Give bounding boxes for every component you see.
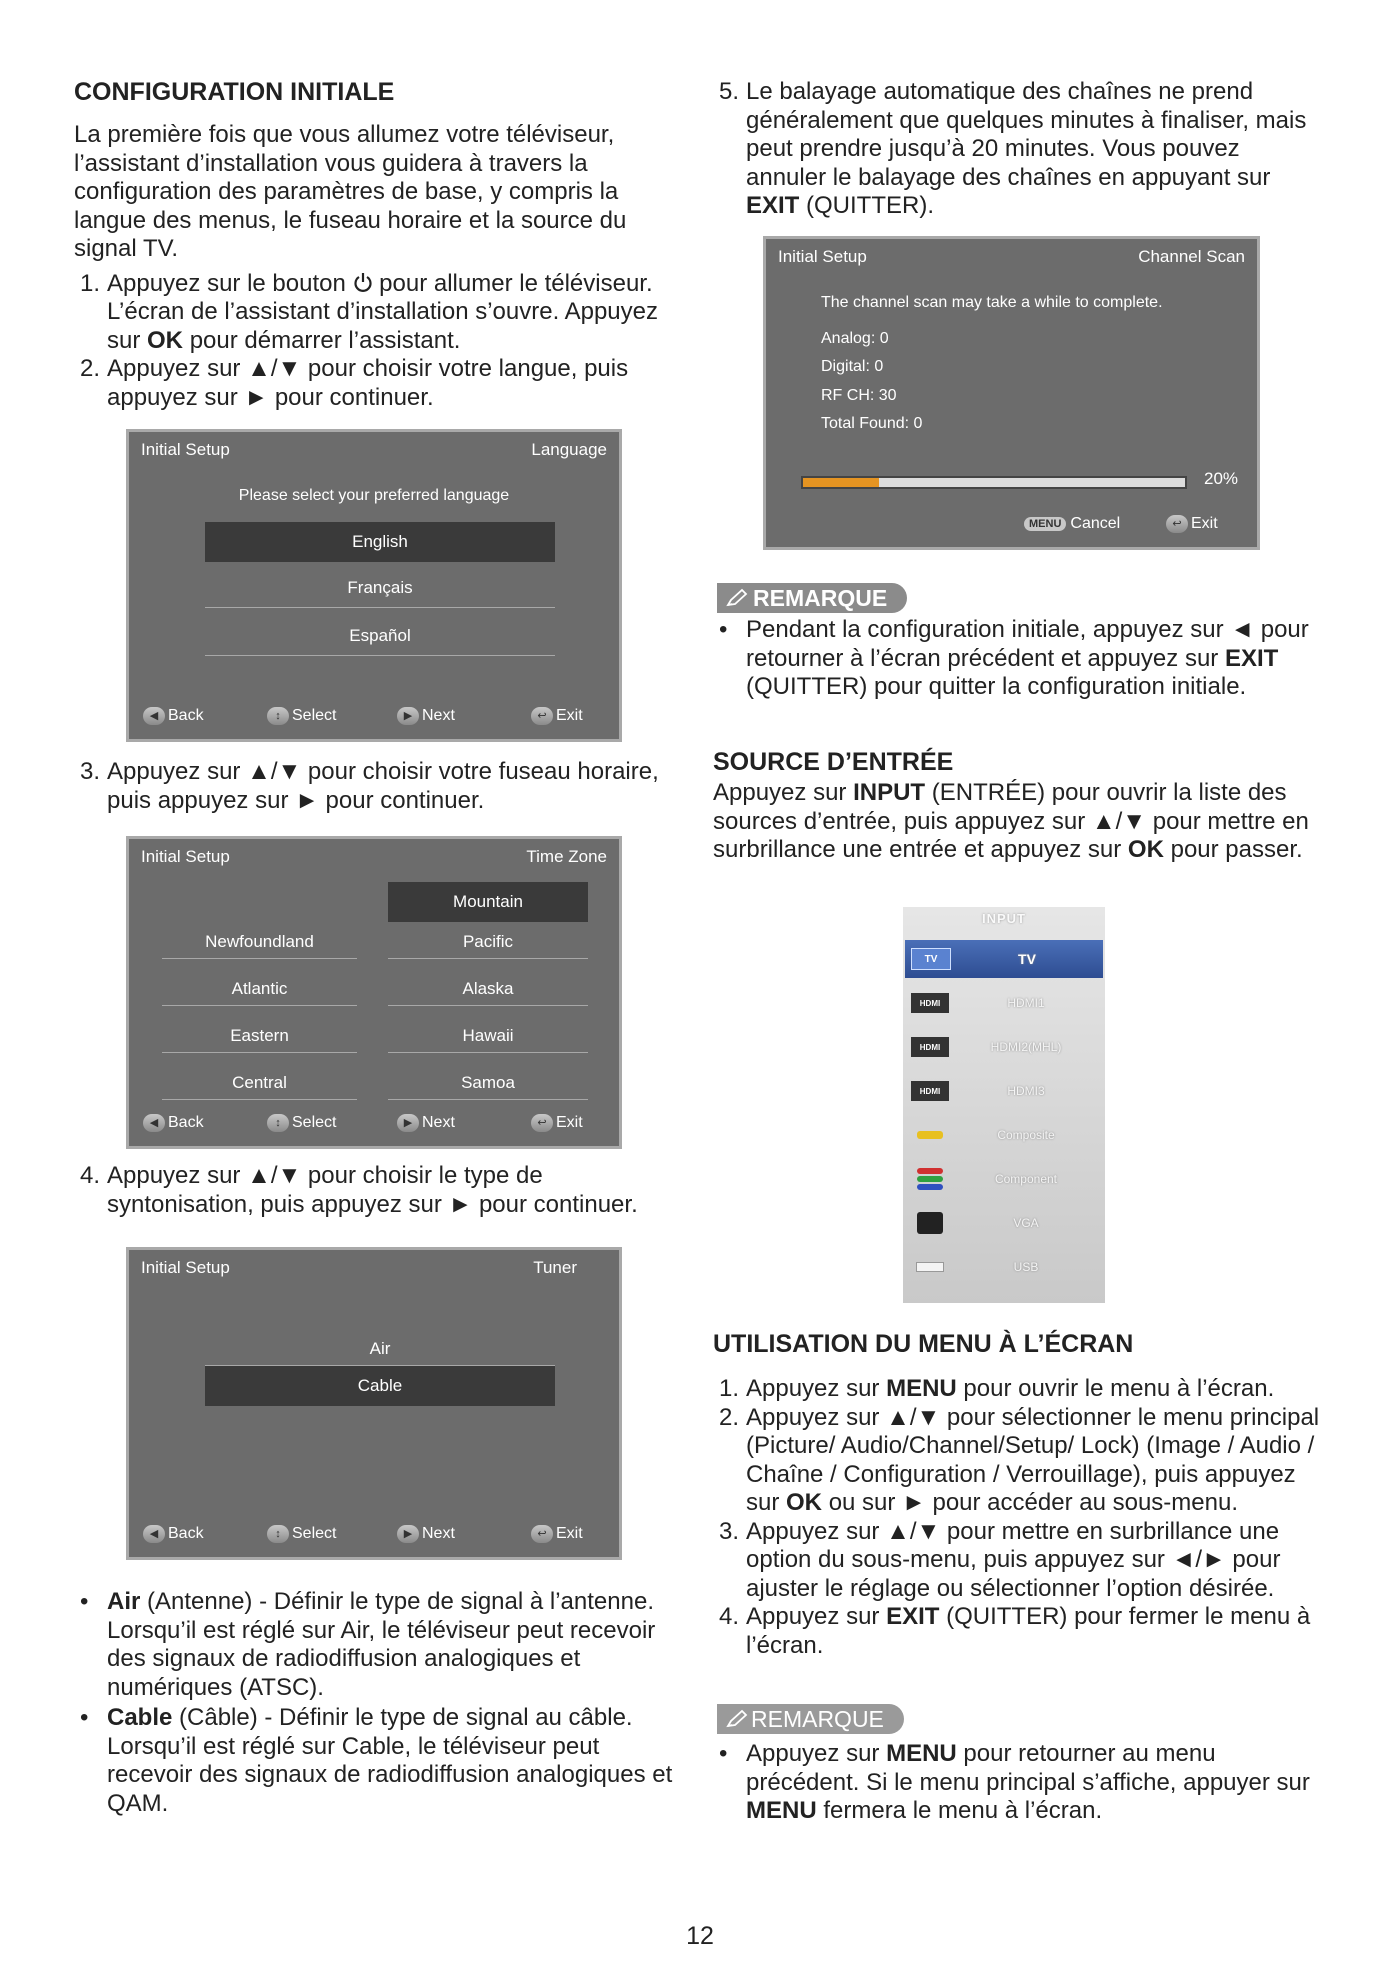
input-source-menu	[903, 907, 1105, 1303]
updown-icon: ↕	[267, 1114, 289, 1132]
input-item-composite[interactable]: Composite	[905, 1116, 1103, 1154]
back-button[interactable]: ◀ Back	[143, 707, 204, 725]
input-item-hdmi3[interactable]: HDMI HDMI3	[905, 1072, 1103, 1110]
screen-header-left: Initial Setup	[141, 440, 230, 459]
step-1: 1. Appuyez sur le bouton pour allumer le téléviseur. L’écran de l’assistant d’installation s’ouvre. Appuyez sur OK pour démarrer l’assistant.	[80, 269, 658, 354]
input-item-tv[interactable]: TV TV	[905, 940, 1103, 978]
exit-button[interactable]: ↩ Exit	[1166, 515, 1218, 533]
hdmi-icon: HDMI	[911, 1081, 949, 1101]
screen-footer	[129, 707, 619, 731]
menu-key-icon: MENU	[1024, 517, 1066, 531]
screen-header-right: Tuner	[533, 1258, 577, 1277]
osd-menu-section	[713, 1330, 1333, 1660]
select-button[interactable]: ↕ Select	[267, 1525, 336, 1543]
exit-button[interactable]: ↩ Exit	[531, 1525, 583, 1543]
screen-header-left: Initial Setup	[778, 247, 867, 266]
scan-footer	[766, 515, 1257, 539]
next-button[interactable]: ▶ Next	[397, 1114, 455, 1132]
bullet-air: • Air (Antenne) - Définir le type de signal à l’antenne. Lorsqu’il est réglé sur Air, le téléviseur peut recevoir des signaux de radiodiffusion analogiques et numériques (ATSC).	[74, 1588, 674, 1702]
input-item-vga[interactable]: VGA	[905, 1204, 1103, 1242]
scan-progress-bar	[801, 476, 1187, 489]
page-number: 12	[686, 1922, 714, 1950]
menu-step-4: 4. Appuyez sur EXIT (QUITTER) pour fermer le menu à l’écran.	[719, 1603, 1311, 1659]
back-button[interactable]: ◀ Back	[143, 1525, 204, 1543]
note-2-list	[713, 1740, 1313, 1826]
menu-step-3: 3. Appuyez sur ▲/▼ pour mettre en surbrillance une option du sous-menu, puis appuyez sur ◄/► pour ajuster le réglage ou sélectionner l’option désirée.	[719, 1517, 1281, 1602]
tv-icon: TV	[911, 948, 951, 970]
step-5: 5. Le balayage automatique des chaînes ne prend généralement que quelques minutes à finaliser, mais peut prendre jusqu’à 20 minutes. Vous pouvez annuler le balayage des chaînes en appuyant sur EXIT (QUITTER).	[719, 78, 1307, 219]
bullet-cable: • Cable (Câble) - Définir le type de signal au câble. Lorsqu’il est réglé sur Cable, le téléviseur peut recevoir des signaux de radiodiffusion analogiques et QAM.	[74, 1704, 674, 1818]
timezone-option-central[interactable]: Central	[162, 1064, 357, 1100]
back-button[interactable]: ◀ Back	[143, 1114, 204, 1132]
pencil-icon	[725, 588, 749, 608]
timezone-option-pacific[interactable]: Pacific	[388, 923, 588, 959]
return-icon: ↩	[1166, 515, 1188, 533]
cancel-button[interactable]: MENU Cancel	[1024, 515, 1120, 533]
usb-plug-icon	[911, 1257, 949, 1277]
tuner-type-list	[74, 1588, 674, 1818]
timezone-option-atlantic[interactable]: Atlantic	[162, 970, 357, 1006]
next-button[interactable]: ▶ Next	[397, 1525, 455, 1543]
input-source-paragraph: Appuyez sur INPUT (ENTRÉE) pour ouvrir la liste des sources d’entrée, puis appuyez sur ▲/▼ pour mettre en surbrillance une entrée et appuyez sur OK pour passer.	[713, 779, 1309, 863]
exit-button[interactable]: ↩ Exit	[531, 1114, 583, 1132]
input-source-section	[713, 748, 1333, 865]
tv-screen-timezone	[126, 836, 622, 1149]
note-2: • Appuyez sur MENU pour retourner au menu précédent. Si le menu principal s’affiche, appuyer sur MENU fermera le menu à l’écran.	[713, 1740, 1313, 1826]
pencil-icon	[725, 1709, 749, 1729]
input-item-usb[interactable]: USB	[905, 1248, 1103, 1286]
step-2: 2. Appuyez sur ▲/▼ pour choisir votre langue, puis appuyez sur ► pour continuer.	[80, 355, 629, 411]
screen-header-right: Language	[531, 440, 607, 459]
next-arrow-icon: ▶	[397, 707, 419, 725]
input-item-hdmi2[interactable]: HDMI HDMI2(MHL)	[905, 1028, 1103, 1066]
language-option-espanol[interactable]: Español	[205, 616, 555, 656]
timezone-option-samoa[interactable]: Samoa	[388, 1064, 588, 1100]
composite-plug-icon	[911, 1125, 949, 1145]
exit-button[interactable]: ↩ Exit	[531, 707, 583, 725]
back-arrow-icon: ◀	[143, 1525, 165, 1543]
select-button[interactable]: ↕ Select	[267, 707, 336, 725]
scan-analog: Analog: 0	[821, 330, 889, 347]
osd-menu-steps	[713, 1375, 1333, 1660]
scan-progress-label: 20%	[1204, 469, 1239, 488]
language-option-english[interactable]: English	[205, 522, 555, 562]
hdmi-icon: HDMI	[911, 993, 949, 1013]
input-menu-title: INPUT	[982, 911, 1026, 926]
setup-step-4	[74, 1162, 674, 1219]
scan-total-found: Total Found: 0	[821, 415, 923, 432]
note-1: • Pendant la configuration initiale, appuyez sur ◄ pour retourner à l’écran précédent et appuyez sur EXIT (QUITTER) pour quitter la configuration initiale.	[713, 616, 1313, 702]
step-4: 4. Appuyez sur ▲/▼ pour choisir le type de syntonisation, puis appuyez sur ► pour continuer.	[80, 1162, 638, 1218]
tv-screen-channel-scan	[763, 236, 1260, 550]
language-option-francais[interactable]: Français	[205, 568, 555, 608]
screen-footer	[129, 1114, 619, 1138]
screen-header-right: Channel Scan	[1138, 247, 1245, 266]
scan-digital: Digital: 0	[821, 358, 884, 375]
select-button[interactable]: ↕ Select	[267, 1114, 336, 1132]
power-icon	[353, 272, 373, 294]
updown-icon: ↕	[267, 707, 289, 725]
updown-icon: ↕	[267, 1525, 289, 1543]
timezone-option-newfoundland[interactable]: Newfoundland	[162, 923, 357, 959]
next-arrow-icon: ▶	[397, 1114, 419, 1132]
tuner-option-air[interactable]: Air	[205, 1328, 555, 1366]
tv-screen-tuner	[126, 1247, 622, 1560]
section-title-osd-menu: UTILISATION DU MENU À L’ÉCRAN	[713, 1330, 1134, 1358]
language-prompt: Please select your preferred language	[238, 487, 510, 504]
screen-header-left: Initial Setup	[141, 1258, 230, 1277]
step-3: 3. Appuyez sur ▲/▼ pour choisir votre fuseau horaire, puis appuyez sur ► pour continuer.	[80, 758, 659, 814]
scan-progress-fill	[803, 478, 879, 487]
setup-step-5	[713, 78, 1313, 221]
input-item-hdmi1[interactable]: HDMI HDMI1	[905, 984, 1103, 1022]
setup-step-3	[74, 758, 674, 815]
scan-message: The channel scan may take a while to complete.	[821, 294, 1163, 311]
screen-header-left: Initial Setup	[141, 847, 230, 866]
tv-screen-language	[126, 429, 622, 742]
timezone-option-eastern[interactable]: Eastern	[162, 1017, 357, 1053]
timezone-option-hawaii[interactable]: Hawaii	[388, 1017, 588, 1053]
timezone-option-alaska[interactable]: Alaska	[388, 970, 588, 1006]
next-button[interactable]: ▶ Next	[397, 707, 455, 725]
next-arrow-icon: ▶	[397, 1525, 419, 1543]
section-title-input-source: SOURCE D’ENTRÉE	[713, 748, 954, 776]
vga-plug-icon	[911, 1213, 949, 1233]
tuner-option-cable[interactable]: Cable	[205, 1366, 555, 1406]
input-item-component[interactable]: Component	[905, 1160, 1103, 1198]
scan-rf-channel: RF CH: 30	[821, 387, 897, 404]
back-arrow-icon: ◀	[143, 1114, 165, 1132]
component-plug-icon	[911, 1165, 949, 1193]
return-icon: ↩	[531, 1525, 553, 1543]
timezone-option-mountain[interactable]: Mountain	[388, 882, 588, 922]
note-badge-1: REMARQUE	[717, 583, 907, 613]
menu-step-2: 2. Appuyez sur ▲/▼ pour sélectionner le menu principal (Picture/ Audio/Channel/Setup/ Lock) (Image / Audio / Chaîne / Configuration / Verrouillage), puis appuyez sur OK ou sur ► pour accéder au sous-menu.	[719, 1403, 1320, 1516]
hdmi-icon: HDMI	[911, 1037, 949, 1057]
screen-footer	[129, 1525, 619, 1549]
note-1-list	[713, 616, 1313, 702]
left-column	[74, 78, 674, 412]
back-arrow-icon: ◀	[143, 707, 165, 725]
return-icon: ↩	[531, 707, 553, 725]
note-badge-2: REMARQUE	[717, 1704, 904, 1734]
menu-step-1: 1. Appuyez sur MENU pour ouvrir le menu à l’écran.	[719, 1375, 1275, 1402]
screen-header-right: Time Zone	[526, 847, 607, 866]
return-icon: ↩	[531, 1114, 553, 1132]
intro-paragraph: La première fois que vous allumez votre téléviseur, l’assistant d’installation vous guidera à travers la configuration des paramètres de base, y compris la langue des menus, le fuseau horaire et la source du signal TV.	[74, 121, 627, 262]
section-title-initial-setup: CONFIGURATION INITIALE	[74, 78, 395, 106]
setup-steps-1-2	[74, 270, 674, 413]
